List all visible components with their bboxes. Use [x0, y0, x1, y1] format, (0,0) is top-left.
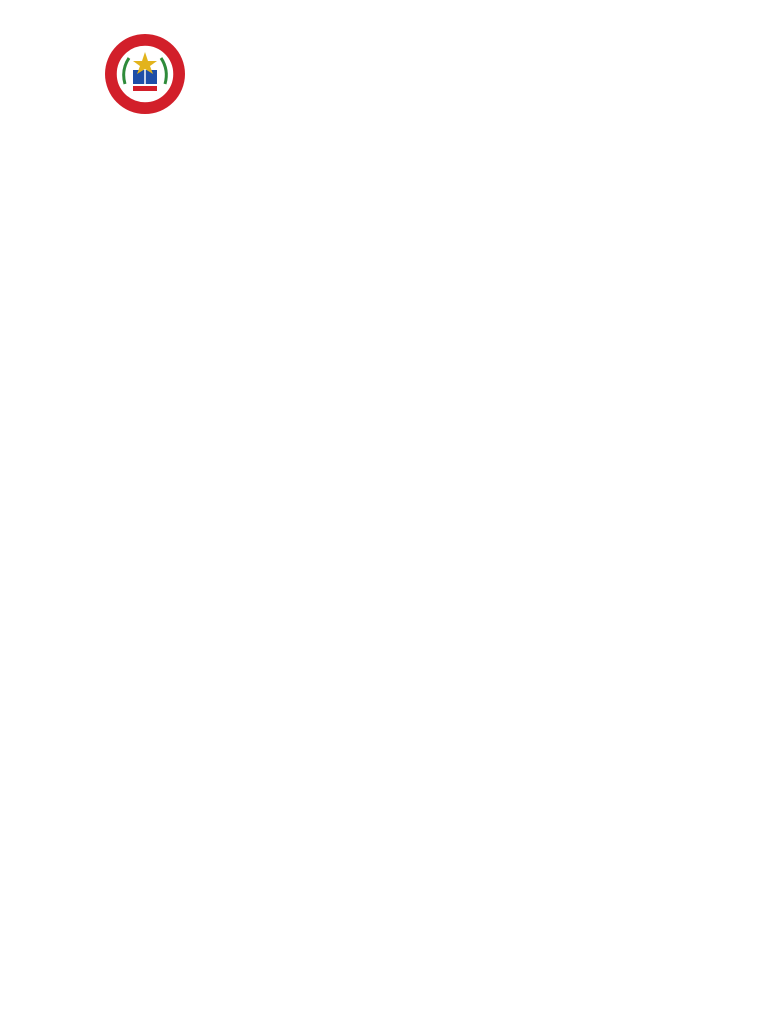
- document-header: [0, 0, 768, 110]
- section-heading: [110, 122, 118, 141]
- school-logo-icon: [103, 32, 187, 116]
